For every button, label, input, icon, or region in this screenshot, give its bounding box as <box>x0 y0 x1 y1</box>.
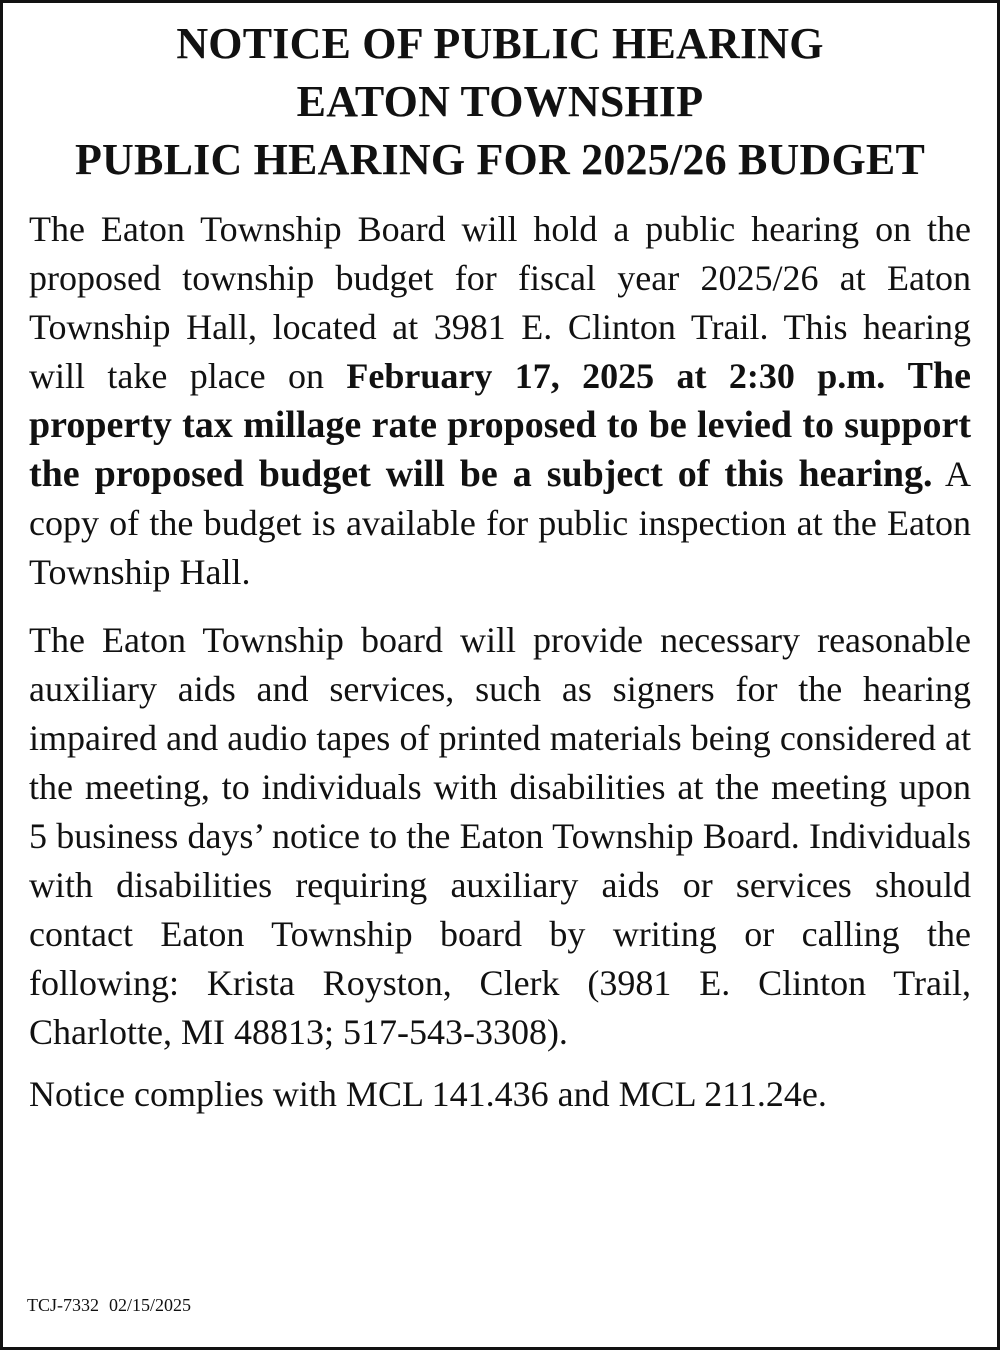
publication-id: TCJ-7332 <box>27 1295 99 1315</box>
publication-date: 02/15/2025 <box>109 1295 192 1315</box>
title-line-budget-hearing: PUBLIC HEARING FOR 2025/26 BUDGET <box>74 135 925 184</box>
accessibility-paragraph: The Eaton Township board will provide necessary reasonable auxiliary aids and services, such as signers for the hearing impaired and audio tapes of printed materials being considered at the meeting, to individuals with disabilities at the meeting upon 5 business days’ notice to the Eaton Township Board. Individuals with disabilities requiring auxiliary aids or services should contact Eaton Township board by writing or calling the following: Krista Royston, Clerk (3981 E. Clinton Trail, Charlotte, MI 48813; 517-543-3308). <box>29 620 971 1052</box>
publication-reference <box>27 1294 191 1316</box>
millage-statement: The property tax millage rate proposed to be levied to support the proposed budget will be a subject of this hearing. <box>29 355 972 495</box>
hearing-location-text: The Eaton Township Board will hold a public hearing on the proposed township budget for fiscal year 2025/26 at Eaton Township Hall, located at 3981 E. Clinton Trail. This hearing will take place on <box>29 209 971 396</box>
hearing-date-time: February 17, 2025 at 2:30 p.m. <box>346 356 886 396</box>
compliance-statement: Notice complies with MCL 141.436 and MCL 211.24e. <box>29 1074 827 1114</box>
title-line-township: EATON TOWNSHIP <box>296 77 704 126</box>
hearing-details-paragraph <box>29 205 971 597</box>
title-line-notice: NOTICE OF PUBLIC HEARING <box>176 19 824 68</box>
budget-copy-text: A copy of the budget is available for public inspection at the Eaton Township Hall. <box>29 454 972 592</box>
notice-title <box>29 15 971 189</box>
